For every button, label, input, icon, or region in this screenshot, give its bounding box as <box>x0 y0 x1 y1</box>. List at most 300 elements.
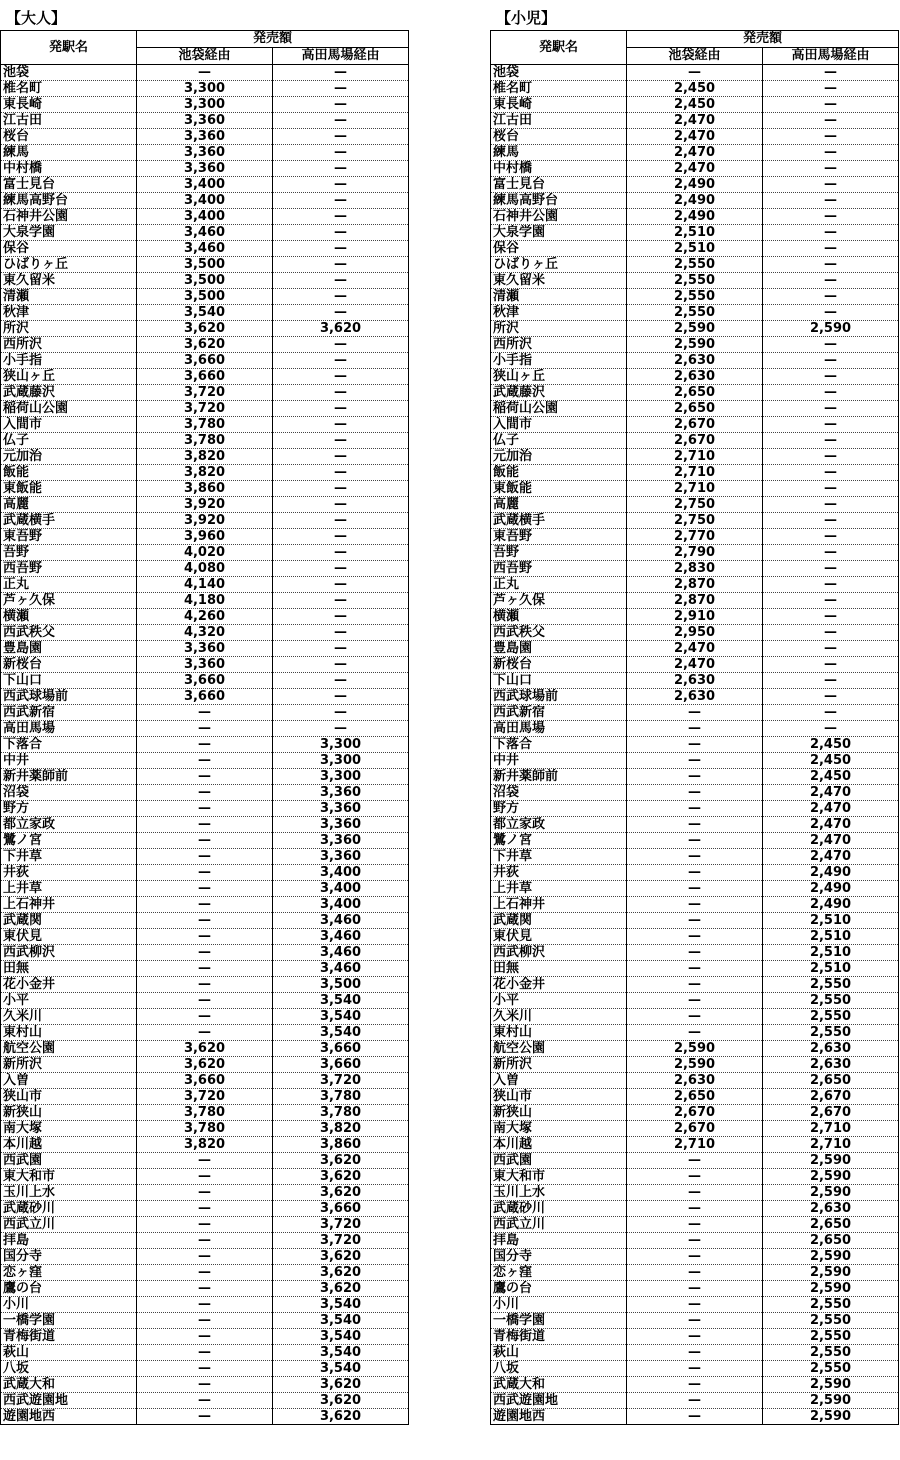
via-takadanobaba-fare-cell: — <box>763 529 899 545</box>
table-row <box>491 993 899 1009</box>
via-ikebukuro-fare-cell: 3,620 <box>137 1057 273 1073</box>
station-name-cell: 東伏見 <box>1 929 137 945</box>
via-takadanobaba-fare-cell: — <box>763 177 899 193</box>
table-row <box>491 705 899 721</box>
station-name-cell: 八坂 <box>491 1361 627 1377</box>
via-ikebukuro-fare-cell: 3,660 <box>137 673 273 689</box>
via-takadanobaba-fare-cell: — <box>763 209 899 225</box>
station-name-cell: 練馬高野台 <box>1 193 137 209</box>
table-row <box>1 609 409 625</box>
table-row <box>491 417 899 433</box>
station-name-cell: 横瀬 <box>1 609 137 625</box>
table-row <box>1 641 409 657</box>
table-row <box>491 673 899 689</box>
station-name-cell: 横瀬 <box>491 609 627 625</box>
table-row <box>491 929 899 945</box>
table-row <box>1 97 409 113</box>
via-takadanobaba-fare-cell: 2,470 <box>763 817 899 833</box>
table-row <box>1 1329 409 1345</box>
via-ikebukuro-fare-cell: — <box>137 705 273 721</box>
via-ikebukuro-fare-cell: — <box>627 1361 763 1377</box>
table-row <box>491 449 899 465</box>
station-name-cell: 新井薬師前 <box>1 769 137 785</box>
via-takadanobaba-fare-cell: — <box>273 129 409 145</box>
via-ikebukuro-fare-cell: 2,950 <box>627 625 763 641</box>
station-name-cell: 久米川 <box>491 1009 627 1025</box>
table-row <box>491 641 899 657</box>
station-name-cell: 所沢 <box>491 321 627 337</box>
table-row <box>491 657 899 673</box>
via-takadanobaba-fare-cell: 2,590 <box>763 1393 899 1409</box>
table-row <box>1 897 409 913</box>
table-row <box>491 1345 899 1361</box>
via-takadanobaba-fare-cell: — <box>763 561 899 577</box>
via-takadanobaba-fare-cell: — <box>273 513 409 529</box>
station-name-cell: 一橋学園 <box>1 1313 137 1329</box>
station-name-cell: 清瀬 <box>1 289 137 305</box>
station-name-cell: 西吾野 <box>491 561 627 577</box>
table-row <box>1 1137 409 1153</box>
station-name-cell: 大泉学園 <box>1 225 137 241</box>
via-ikebukuro-fare-cell: 2,870 <box>627 577 763 593</box>
via-ikebukuro-fare-cell: — <box>627 993 763 1009</box>
via-ikebukuro-fare-cell: — <box>137 1169 273 1185</box>
table-row <box>491 1073 899 1089</box>
table-row <box>491 1121 899 1137</box>
station-name-cell: 吾野 <box>1 545 137 561</box>
via-takadanobaba-fare-cell: 3,620 <box>273 1265 409 1281</box>
via-takadanobaba-fare-cell: — <box>273 369 409 385</box>
via-ikebukuro-fare-cell: 3,780 <box>137 1105 273 1121</box>
table-row <box>491 353 899 369</box>
station-name-cell: 小手指 <box>1 353 137 369</box>
table-row <box>491 865 899 881</box>
table-row <box>1 513 409 529</box>
via-ikebukuro-fare-cell: 3,720 <box>137 401 273 417</box>
via-takadanobaba-fare-cell: 3,660 <box>273 1041 409 1057</box>
via-takadanobaba-fare-cell: 3,360 <box>273 817 409 833</box>
via-ikebukuro-fare-cell: — <box>627 1233 763 1249</box>
via-ikebukuro-fare-cell: — <box>137 801 273 817</box>
table-row <box>1 1169 409 1185</box>
table-row <box>491 433 899 449</box>
via-takadanobaba-fare-cell: — <box>273 625 409 641</box>
via-ikebukuro-fare-cell: 2,590 <box>627 1057 763 1073</box>
station-name-cell: 下落合 <box>1 737 137 753</box>
station-name-cell: 仏子 <box>491 433 627 449</box>
via-takadanobaba-fare-cell: 2,550 <box>763 1297 899 1313</box>
via-takadanobaba-fare-cell: — <box>763 465 899 481</box>
via-ikebukuro-fare-cell: — <box>137 865 273 881</box>
station-name-cell: 入曽 <box>1 1073 137 1089</box>
via-ikebukuro-fare-cell: — <box>627 849 763 865</box>
station-name-cell: 西所沢 <box>1 337 137 353</box>
via-takadanobaba-fare-cell: 3,780 <box>273 1105 409 1121</box>
station-name-cell: 鷺ノ宮 <box>1 833 137 849</box>
via-ikebukuro-fare-cell: 3,500 <box>137 289 273 305</box>
via-takadanobaba-fare-cell: 3,540 <box>273 1329 409 1345</box>
station-name-cell: 東長崎 <box>1 97 137 113</box>
station-name-cell: 青梅街道 <box>491 1329 627 1345</box>
table-row <box>491 785 899 801</box>
via-ikebukuro-fare-cell: — <box>627 1265 763 1281</box>
via-ikebukuro-fare-cell: 2,450 <box>627 97 763 113</box>
via-takadanobaba-fare-cell: 2,670 <box>763 1089 899 1105</box>
station-name-cell: 高田馬場 <box>491 721 627 737</box>
table-row <box>1 929 409 945</box>
via-takadanobaba-fare-cell: 2,710 <box>763 1121 899 1137</box>
station-name-cell: 秋津 <box>491 305 627 321</box>
via-takadanobaba-fare-cell: — <box>763 113 899 129</box>
station-name-cell: 石神井公園 <box>491 209 627 225</box>
via-ikebukuro-fare-cell: 2,670 <box>627 1121 763 1137</box>
station-name-cell: 小川 <box>491 1297 627 1313</box>
table-row <box>491 225 899 241</box>
table-row <box>491 257 899 273</box>
via-ikebukuro-fare-cell: — <box>137 1009 273 1025</box>
via-takadanobaba-fare-cell: — <box>273 177 409 193</box>
table-row <box>1 1313 409 1329</box>
via-ikebukuro-fare-cell: — <box>627 753 763 769</box>
table-row <box>491 1393 899 1409</box>
child-fare-section <box>490 6 900 1425</box>
via-takadanobaba-fare-cell: — <box>273 337 409 353</box>
table-row <box>1 977 409 993</box>
via-ikebukuro-header: 池袋経由 <box>627 48 763 65</box>
via-ikebukuro-fare-cell: 3,540 <box>137 305 273 321</box>
via-ikebukuro-fare-cell: — <box>137 833 273 849</box>
via-takadanobaba-fare-cell: — <box>273 225 409 241</box>
station-name-cell: 狭山市 <box>1 1089 137 1105</box>
table-row <box>491 289 899 305</box>
via-takadanobaba-fare-cell: 2,490 <box>763 881 899 897</box>
station-name-cell: 小平 <box>491 993 627 1009</box>
table-row <box>1 1233 409 1249</box>
station-name-cell: 狭山ヶ丘 <box>491 369 627 385</box>
station-name-cell: 花小金井 <box>1 977 137 993</box>
station-name-cell: 国分寺 <box>491 1249 627 1265</box>
station-name-cell: 沼袋 <box>491 785 627 801</box>
via-takadanobaba-fare-cell: — <box>763 481 899 497</box>
via-ikebukuro-fare-cell: 2,670 <box>627 1105 763 1121</box>
via-ikebukuro-fare-cell: 2,590 <box>627 1041 763 1057</box>
via-takadanobaba-fare-cell: — <box>273 609 409 625</box>
via-ikebukuro-fare-cell: — <box>627 945 763 961</box>
station-name-cell: 西武遊園地 <box>1 1393 137 1409</box>
via-takadanobaba-fare-cell: — <box>763 305 899 321</box>
table-row <box>1 913 409 929</box>
station-name-cell: 桜台 <box>1 129 137 145</box>
table-row <box>491 849 899 865</box>
via-takadanobaba-fare-cell: — <box>763 273 899 289</box>
station-name-cell: 一橋学園 <box>491 1313 627 1329</box>
table-row <box>1 1361 409 1377</box>
via-takadanobaba-fare-cell: — <box>763 241 899 257</box>
via-takadanobaba-fare-cell: 2,550 <box>763 1025 899 1041</box>
station-name-cell: 西武柳沢 <box>1 945 137 961</box>
via-takadanobaba-fare-cell: 2,510 <box>763 913 899 929</box>
table-row <box>1 433 409 449</box>
via-takadanobaba-fare-cell: — <box>763 721 899 737</box>
table-row <box>491 545 899 561</box>
station-name-cell: 西武球場前 <box>1 689 137 705</box>
via-ikebukuro-fare-cell: 3,780 <box>137 1121 273 1137</box>
via-takadanobaba-fare-cell: — <box>273 689 409 705</box>
child-fare-table <box>490 30 899 1425</box>
via-ikebukuro-fare-cell: 3,360 <box>137 113 273 129</box>
station-name-cell: 萩山 <box>1 1345 137 1361</box>
table-row <box>1 193 409 209</box>
table-row <box>1 225 409 241</box>
table-row <box>491 1377 899 1393</box>
station-name-cell: 井荻 <box>1 865 137 881</box>
table-row <box>491 177 899 193</box>
station-name-cell: 入曽 <box>491 1073 627 1089</box>
via-takadanobaba-fare-cell: — <box>273 385 409 401</box>
via-ikebukuro-fare-cell: — <box>627 721 763 737</box>
via-ikebukuro-fare-cell: 2,710 <box>627 465 763 481</box>
via-ikebukuro-fare-cell: — <box>627 897 763 913</box>
table-row <box>491 1137 899 1153</box>
via-takadanobaba-fare-cell: — <box>273 241 409 257</box>
via-takadanobaba-fare-cell: 2,590 <box>763 1409 899 1425</box>
via-ikebukuro-fare-cell: — <box>137 897 273 913</box>
table-row <box>1 353 409 369</box>
table-row <box>1 785 409 801</box>
via-takadanobaba-fare-cell: — <box>763 657 899 673</box>
station-name-cell: 南大塚 <box>1 1121 137 1137</box>
via-ikebukuro-fare-cell: 2,470 <box>627 657 763 673</box>
station-name-cell: 桜台 <box>491 129 627 145</box>
via-takadanobaba-fare-cell: — <box>273 65 409 81</box>
via-ikebukuro-fare-cell: 2,650 <box>627 1089 763 1105</box>
station-name-cell: 武蔵大和 <box>491 1377 627 1393</box>
station-name-header: 発駅名 <box>1 31 137 65</box>
via-ikebukuro-fare-cell: 4,320 <box>137 625 273 641</box>
station-name-cell: 八坂 <box>1 1361 137 1377</box>
station-name-cell: 東飯能 <box>491 481 627 497</box>
via-ikebukuro-fare-cell: 3,400 <box>137 177 273 193</box>
table-row <box>1 577 409 593</box>
table-row <box>491 721 899 737</box>
via-ikebukuro-fare-cell: — <box>137 1361 273 1377</box>
station-name-cell: 拝島 <box>1 1233 137 1249</box>
via-ikebukuro-fare-cell: 2,650 <box>627 385 763 401</box>
via-ikebukuro-fare-cell: 3,360 <box>137 641 273 657</box>
station-name-cell: 入間市 <box>491 417 627 433</box>
via-ikebukuro-fare-cell: — <box>137 977 273 993</box>
via-takadanobaba-fare-cell: — <box>273 353 409 369</box>
table-row <box>1 65 409 81</box>
table-row <box>1 769 409 785</box>
via-ikebukuro-fare-cell: 3,780 <box>137 417 273 433</box>
via-takadanobaba-fare-cell: — <box>763 705 899 721</box>
via-ikebukuro-fare-cell: — <box>627 785 763 801</box>
adult-table-body <box>1 65 409 1425</box>
via-ikebukuro-fare-cell: 4,180 <box>137 593 273 609</box>
via-ikebukuro-fare-cell: — <box>627 65 763 81</box>
station-name-cell: 武蔵横手 <box>491 513 627 529</box>
station-name-cell: 大泉学園 <box>491 225 627 241</box>
via-takadanobaba-fare-cell: 2,630 <box>763 1041 899 1057</box>
station-name-cell: 本川越 <box>491 1137 627 1153</box>
table-row <box>1 1281 409 1297</box>
table-row <box>491 1281 899 1297</box>
station-name-cell: 鷹の台 <box>1 1281 137 1297</box>
table-row <box>491 65 899 81</box>
via-ikebukuro-fare-cell: — <box>627 977 763 993</box>
station-name-cell: 清瀬 <box>491 289 627 305</box>
via-ikebukuro-fare-cell: 3,920 <box>137 513 273 529</box>
station-name-cell: 新狭山 <box>491 1105 627 1121</box>
table-row <box>1 593 409 609</box>
table-row <box>1 481 409 497</box>
table-row <box>491 1057 899 1073</box>
via-takadanobaba-fare-cell: — <box>273 401 409 417</box>
via-ikebukuro-fare-cell: — <box>627 1329 763 1345</box>
via-takadanobaba-fare-cell: — <box>763 689 899 705</box>
via-ikebukuro-fare-cell: 3,660 <box>137 689 273 705</box>
table-row <box>1 417 409 433</box>
via-takadanobaba-fare-cell: 2,650 <box>763 1217 899 1233</box>
table-row <box>491 321 899 337</box>
station-name-cell: 下山口 <box>491 673 627 689</box>
station-name-cell: 正丸 <box>1 577 137 593</box>
via-takadanobaba-fare-cell: 2,550 <box>763 1313 899 1329</box>
via-takadanobaba-fare-cell: — <box>273 81 409 97</box>
station-name-cell: 野方 <box>1 801 137 817</box>
station-name-cell: 豊島園 <box>1 641 137 657</box>
table-row <box>491 833 899 849</box>
station-name-cell: 稲荷山公園 <box>491 401 627 417</box>
via-ikebukuro-fare-cell: 3,720 <box>137 1089 273 1105</box>
via-ikebukuro-fare-cell: 2,490 <box>627 209 763 225</box>
via-takadanobaba-fare-cell: 3,400 <box>273 881 409 897</box>
via-ikebukuro-fare-cell: 3,460 <box>137 241 273 257</box>
table-row <box>1 289 409 305</box>
via-takadanobaba-fare-cell: — <box>763 65 899 81</box>
station-name-cell: 上石神井 <box>491 897 627 913</box>
via-takadanobaba-fare-cell: 3,660 <box>273 1057 409 1073</box>
via-ikebukuro-fare-cell: 2,470 <box>627 145 763 161</box>
via-ikebukuro-fare-cell: — <box>137 1217 273 1233</box>
via-takadanobaba-fare-cell: — <box>273 657 409 673</box>
via-ikebukuro-fare-cell: 2,670 <box>627 417 763 433</box>
via-takadanobaba-fare-cell: — <box>273 305 409 321</box>
station-name-cell: 東村山 <box>1 1025 137 1041</box>
table-row <box>1 449 409 465</box>
adult-section-title: 【大人】 <box>6 9 67 27</box>
via-ikebukuro-fare-cell: — <box>137 1393 273 1409</box>
table-row <box>1 1249 409 1265</box>
table-row <box>491 1233 899 1249</box>
via-ikebukuro-fare-cell: 3,360 <box>137 145 273 161</box>
table-row <box>491 1409 899 1425</box>
via-takadanobaba-fare-cell: 2,630 <box>763 1201 899 1217</box>
station-name-cell: 飯能 <box>1 465 137 481</box>
via-ikebukuro-fare-cell: 3,620 <box>137 321 273 337</box>
station-name-cell: 東飯能 <box>1 481 137 497</box>
via-takadanobaba-fare-cell: — <box>763 225 899 241</box>
station-name-cell: 上石神井 <box>1 897 137 913</box>
via-takadanobaba-fare-cell: — <box>273 257 409 273</box>
station-name-cell: 東吾野 <box>1 529 137 545</box>
via-ikebukuro-fare-cell: 3,660 <box>137 369 273 385</box>
via-ikebukuro-fare-cell: — <box>137 65 273 81</box>
station-name-cell: 新所沢 <box>1 1057 137 1073</box>
station-name-cell: 東久留米 <box>1 273 137 289</box>
station-name-cell: 池袋 <box>1 65 137 81</box>
table-row <box>491 97 899 113</box>
table-row <box>1 689 409 705</box>
via-takadanobaba-fare-cell: — <box>763 433 899 449</box>
via-ikebukuro-fare-cell: — <box>137 1329 273 1345</box>
table-row <box>491 801 899 817</box>
table-row <box>491 817 899 833</box>
via-takadanobaba-fare-cell: — <box>273 561 409 577</box>
table-row <box>491 145 899 161</box>
via-takadanobaba-fare-cell: — <box>763 545 899 561</box>
via-ikebukuro-fare-cell: — <box>627 769 763 785</box>
station-name-cell: 本川越 <box>1 1137 137 1153</box>
via-takadanobaba-fare-cell: — <box>273 577 409 593</box>
table-row <box>1 1393 409 1409</box>
station-name-cell: 豊島園 <box>491 641 627 657</box>
via-takadanobaba-fare-cell: 3,460 <box>273 929 409 945</box>
table-row <box>491 193 899 209</box>
table-row <box>1 305 409 321</box>
via-ikebukuro-fare-cell: — <box>627 1393 763 1409</box>
via-takadanobaba-fare-cell: — <box>273 593 409 609</box>
via-ikebukuro-fare-cell: 3,660 <box>137 353 273 369</box>
table-row <box>491 1089 899 1105</box>
table-row <box>1 657 409 673</box>
table-row <box>491 977 899 993</box>
station-name-cell: 東村山 <box>491 1025 627 1041</box>
table-row <box>491 337 899 353</box>
station-name-cell: 上井草 <box>1 881 137 897</box>
table-row <box>1 673 409 689</box>
via-ikebukuro-fare-cell: 2,630 <box>627 673 763 689</box>
fare-header: 発売額 <box>627 31 899 48</box>
via-takadanobaba-fare-cell: — <box>273 641 409 657</box>
via-ikebukuro-fare-cell: 2,470 <box>627 129 763 145</box>
via-takadanobaba-fare-cell: 2,670 <box>763 1105 899 1121</box>
via-ikebukuro-fare-cell: 3,620 <box>137 1041 273 1057</box>
table-row <box>491 1361 899 1377</box>
via-ikebukuro-fare-cell: 2,630 <box>627 689 763 705</box>
station-name-cell: 中井 <box>491 753 627 769</box>
table-row <box>1 161 409 177</box>
via-ikebukuro-fare-cell: 2,750 <box>627 513 763 529</box>
via-ikebukuro-fare-cell: 2,490 <box>627 177 763 193</box>
via-ikebukuro-fare-cell: 2,550 <box>627 289 763 305</box>
table-row <box>1 753 409 769</box>
via-takadanobaba-header: 高田馬場経由 <box>273 48 409 65</box>
via-takadanobaba-fare-cell: 3,620 <box>273 321 409 337</box>
table-row <box>491 1329 899 1345</box>
station-name-cell: 所沢 <box>1 321 137 337</box>
via-ikebukuro-fare-cell: — <box>627 801 763 817</box>
table-row <box>1 257 409 273</box>
table-row <box>491 1265 899 1281</box>
station-name-cell: 上井草 <box>491 881 627 897</box>
station-name-cell: 武蔵関 <box>1 913 137 929</box>
via-takadanobaba-fare-cell: — <box>273 97 409 113</box>
via-takadanobaba-fare-cell: — <box>763 257 899 273</box>
table-row <box>491 513 899 529</box>
table-row <box>491 737 899 753</box>
